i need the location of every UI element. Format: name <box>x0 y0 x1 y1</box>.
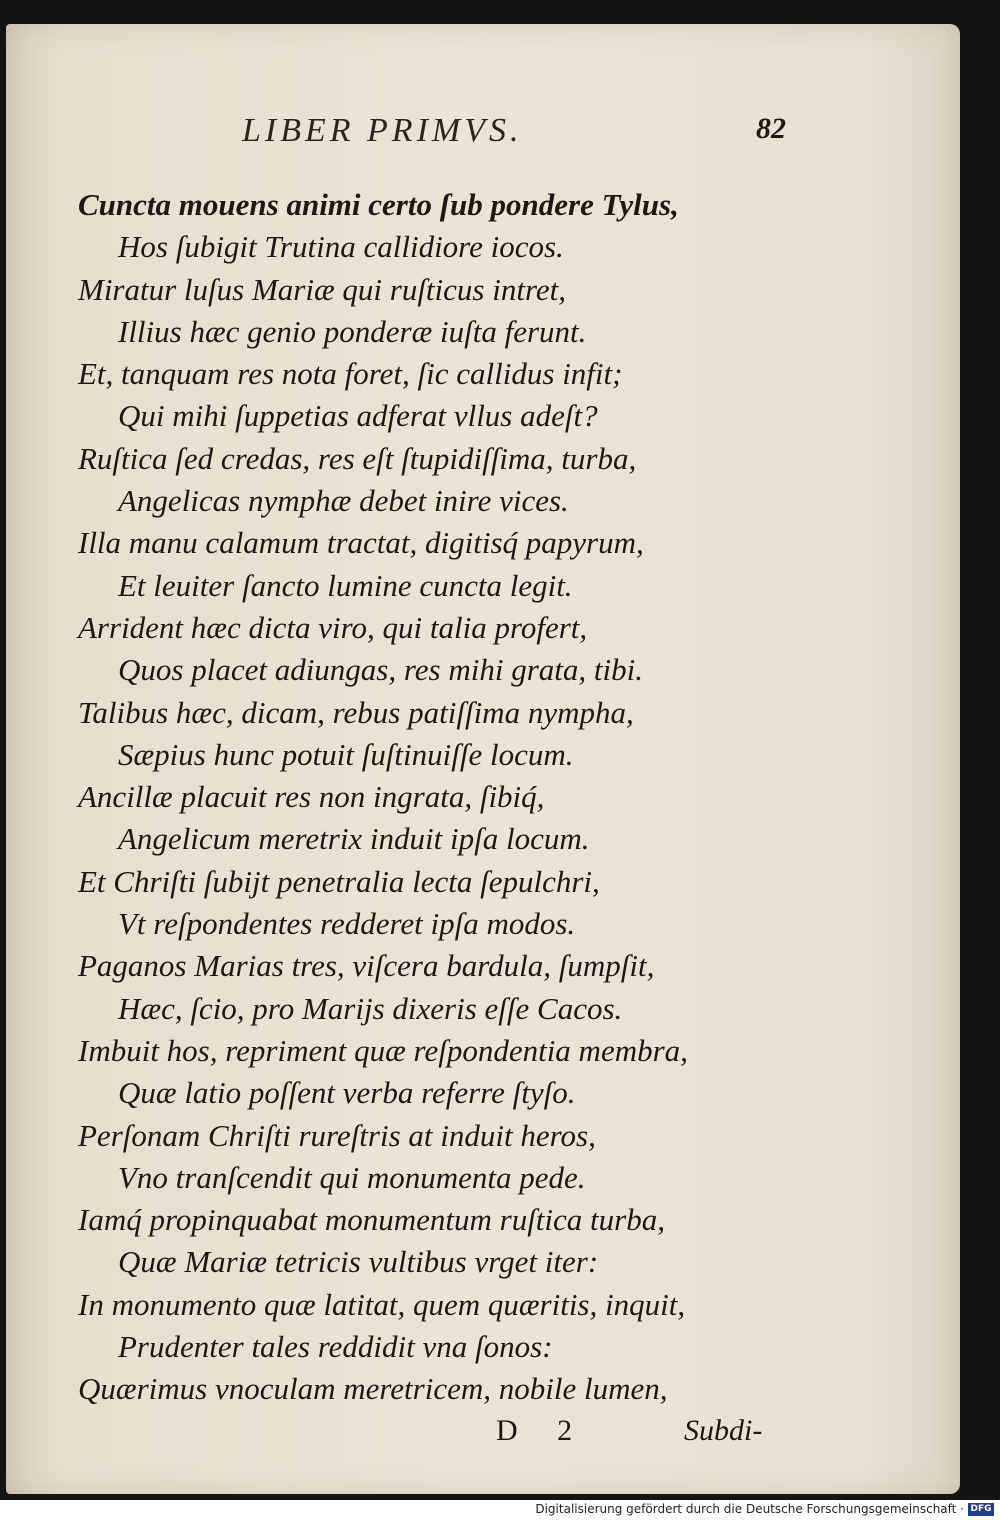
verse-block <box>6 184 960 1411</box>
credit-bar <box>0 1500 1000 1520</box>
verse-line: Sæpius hunc potuit ſuſtinuiſſe locum. <box>118 736 574 772</box>
credit-text: Digitalisierung gefördert durch die Deutsche Forschungsgemeinschaft · <box>535 1502 964 1516</box>
verse-line: Ruſtica ſed credas, res eſt ſtupidiſſima, turba, <box>78 440 637 476</box>
verse-line: Quærimus vnoculam meretricem, nobile lumen, <box>78 1371 668 1407</box>
verse-line: Illa manu calamum tractat, digitisq́ papyrum, <box>78 525 644 561</box>
verse-line: Arrident hæc dicta viro, qui talia profert, <box>78 609 588 645</box>
verse-line: Et Chriſti ſubijt penetralia lecta ſepulchri, <box>78 863 600 899</box>
verse-line: Et, tanquam res nota foret, ſic callidus infit; <box>78 356 623 392</box>
verse-line: Qui mihi ſuppetias adferat vllus adeſt? <box>118 398 598 434</box>
verse-line: Quæ latio poſſent verba referre ſtyſo. <box>118 1075 576 1111</box>
verse-line: Iamq́ propinquabat monumentum ruſtica turba, <box>78 1202 665 1238</box>
verse-line: Prudenter tales reddidit vna ſonos: <box>118 1329 553 1365</box>
verse-line: Perſonam Chriſti rureſtris at induit heros, <box>78 1117 596 1153</box>
verse-line: Illius hæc genio ponderæ iuſta ferunt. <box>118 313 587 349</box>
verse-line: Cuncta mouens animi certo ſub pondere Tylus, <box>78 187 679 222</box>
signature-mark: D 2 <box>496 1414 589 1447</box>
running-head-title: LIBER PRIMVS. <box>242 112 523 149</box>
verse-line: Angelicas nymphæ debet inire vices. <box>118 483 569 519</box>
verse-line: Angelicum meretrix induit ipſa locum. <box>118 821 590 857</box>
book-page <box>6 24 960 1494</box>
verse-line: Hæc, ſcio, pro Marijs dixeris eſſe Cacos. <box>118 990 623 1026</box>
verse-line: Et leuiter ſancto lumine cuncta legit. <box>118 567 573 603</box>
verse-line: Vt reſpondentes redderet ipſa modos. <box>118 906 576 942</box>
running-head <box>6 112 960 162</box>
verse-line: In monumento quæ latitat, quem quæritis, inquit, <box>78 1286 686 1322</box>
verse-line: Paganos Marias tres, viſcera bardula, ſumpſit, <box>78 948 655 984</box>
folio-number: 82 <box>756 112 786 145</box>
verse-line: Imbuit hos, repriment quæ reſpondentia membra, <box>78 1032 688 1068</box>
verse-line: Ancillæ placuit res non ingrata, ſibiq́, <box>78 779 545 815</box>
verse-line: Hos ſubigit Trutina callidiore iocos. <box>118 229 564 265</box>
verse-line: Talibus hæc, dicam, rebus patiſſima nympha, <box>78 694 634 730</box>
verse-line: Quos placet adiungas, res mihi grata, tibi. <box>118 652 643 688</box>
verse-line: Quæ Mariæ tetricis vultibus vrget iter: <box>118 1244 599 1280</box>
catchword: Subdi- <box>684 1414 763 1447</box>
page-footer <box>6 1414 960 1454</box>
dfg-logo-icon: DFG <box>968 1503 994 1516</box>
verse-line: Vno tranſcendit qui monumenta pede. <box>118 1159 586 1195</box>
verse-line: Miratur luſus Mariæ qui ruſticus intret, <box>78 271 566 307</box>
